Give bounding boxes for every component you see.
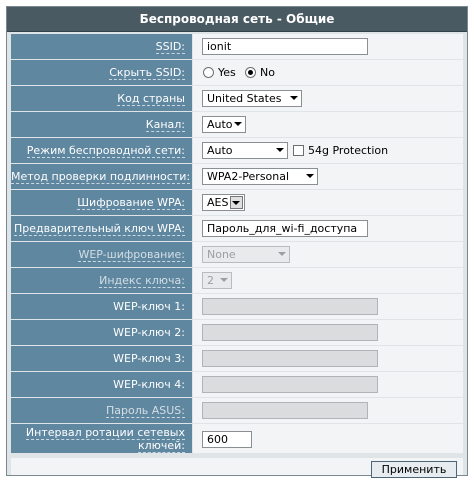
- wep-key-3-label: WEP-ключ 3:: [11, 346, 192, 372]
- row-wep-key-3: [11, 346, 463, 372]
- dropdown-button[interactable]: [230, 196, 243, 209]
- wep-key-2-input[interactable]: [202, 324, 378, 341]
- row-auth-method: [11, 164, 463, 190]
- panel-title: Беспроводная сеть - Общие: [7, 7, 467, 32]
- row-wep-key-4: [11, 372, 463, 398]
- auth-method-label: Метод проверки подлинности:: [11, 164, 192, 190]
- chevron-down-icon: [234, 122, 242, 126]
- ssid-input[interactable]: ionit: [202, 38, 368, 55]
- key-rotation-label: Интервал ротации сетевых ключей:: [11, 424, 192, 454]
- wpa-encryption-label: Шифрование WPA:: [11, 190, 192, 216]
- ssid-label: SSID:: [11, 34, 192, 60]
- row-country: [11, 86, 463, 112]
- settings-grid: [11, 34, 463, 454]
- channel-select[interactable]: Auto: [202, 116, 246, 133]
- wep-key-1-input[interactable]: [202, 298, 378, 315]
- hide-ssid-no-radio[interactable]: [245, 67, 256, 78]
- row-wireless-mode: [11, 138, 463, 164]
- key-index-select[interactable]: 2: [202, 272, 232, 289]
- country-select[interactable]: United States: [202, 90, 302, 107]
- wireless-general-panel: [6, 6, 468, 476]
- asus-password-input[interactable]: [202, 402, 368, 419]
- wireless-mode-label: Режим беспроводной сети:: [11, 138, 192, 164]
- row-wpa-psk: [11, 216, 463, 242]
- row-wep-key-2: [11, 320, 463, 346]
- asus-password-label: Пароль ASUS:: [11, 398, 192, 424]
- row-channel: [11, 112, 463, 138]
- wpa-psk-label: Предварительный ключ WPA:: [11, 216, 192, 242]
- row-key-index: [11, 268, 463, 294]
- protection-54g-label: 54g Protection: [308, 144, 389, 157]
- wep-key-4-input[interactable]: [202, 376, 378, 393]
- chevron-down-icon: [232, 201, 240, 205]
- row-wep-key-1: [11, 294, 463, 320]
- hide-ssid-label: Скрыть SSID:: [11, 60, 192, 86]
- wep-key-1-label: WEP-ключ 1:: [11, 294, 192, 320]
- apply-button[interactable]: Применить: [371, 461, 457, 478]
- row-ssid: [11, 34, 463, 60]
- wpa-encryption-select[interactable]: AES: [202, 194, 245, 211]
- row-wpa-encryption: [11, 190, 463, 216]
- wpa-psk-input[interactable]: Пароль_для_wi-fi_доступа: [202, 220, 368, 237]
- key-rotation-input[interactable]: 600: [202, 431, 252, 448]
- auth-method-select[interactable]: WPA2-Personal: [202, 168, 318, 185]
- chevron-down-icon: [276, 148, 284, 152]
- country-label: Код страны: [11, 86, 192, 112]
- row-hide-ssid: [11, 60, 463, 86]
- chevron-down-icon: [306, 174, 314, 178]
- chevron-down-icon: [278, 252, 286, 256]
- hide-ssid-yes-radio[interactable]: [203, 67, 214, 78]
- wep-key-3-input[interactable]: [202, 350, 378, 367]
- protection-54g-checkbox[interactable]: [293, 145, 304, 156]
- wep-encryption-label: WEP-шифрование:: [11, 242, 192, 268]
- hide-ssid-no-label: No: [260, 66, 275, 79]
- wireless-mode-select[interactable]: Auto: [202, 142, 288, 159]
- footer-bar: [11, 458, 463, 475]
- row-wep-encryption: [11, 242, 463, 268]
- chevron-down-icon: [290, 96, 298, 100]
- wep-encryption-select[interactable]: None: [202, 246, 290, 263]
- wep-key-4-label: WEP-ключ 4:: [11, 372, 192, 398]
- chevron-down-icon: [220, 278, 228, 282]
- row-key-rotation: [11, 424, 463, 454]
- wep-key-2-label: WEP-ключ 2:: [11, 320, 192, 346]
- key-index-label: Индекс ключа:: [11, 268, 192, 294]
- row-asus-password: [11, 398, 463, 424]
- hide-ssid-yes-label: Yes: [218, 66, 236, 79]
- channel-label: Канал:: [11, 112, 192, 138]
